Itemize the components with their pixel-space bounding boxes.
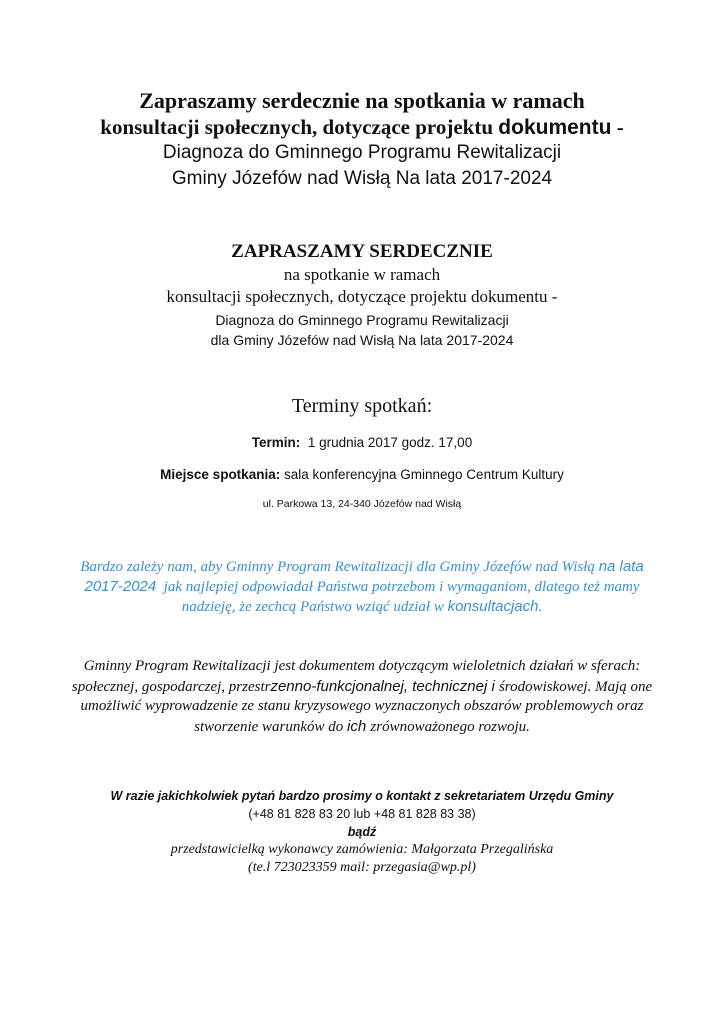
section1-title-line2a: konsultacji społecznych, dotyczące projektu bbox=[100, 115, 499, 139]
section1-title-line2c: - bbox=[611, 115, 624, 139]
meeting-place-value: sala konferencyjna Gminnego Centrum Kultury bbox=[280, 467, 564, 482]
program-desc-part1: Gminny Program Rewitalizacji jest dokumentem dotyczącym wieloletnich działań w sferach: społecznej, gospodarczej, przestr bbox=[71, 658, 641, 695]
section1-title-line2 bbox=[0, 114, 724, 141]
program-desc-part3: środowiskowej. Mają one umożliwić wyprowadzenie ze stanu kryzysowego wyznaczonych obszarów problemowych oraz stworzenie warunków do bbox=[80, 678, 653, 735]
meeting-date-label: Termin: bbox=[251, 435, 301, 450]
section1-title-line4: Gminy Józefów nad Wisłą Na lata 2017-2024 bbox=[171, 168, 553, 189]
meeting-date bbox=[0, 433, 724, 453]
meeting-place-label: Miejsce spotkania: bbox=[160, 467, 281, 482]
contact-representative: przedstawicielką wykonawcy zamówienia: Małgorzata Przegalińska bbox=[170, 842, 554, 857]
section2-title-line5: dla Gminy Józefów nad Wisłą Na lata 2017-2024 bbox=[210, 332, 514, 348]
meetings-heading: Terminy spotkań: bbox=[291, 395, 433, 417]
program-desc-part5: zrównoważonego rozwoju. bbox=[370, 718, 530, 735]
program-desc-part4: ich bbox=[347, 717, 371, 735]
invitation-part2: na lata 2017-2024 bbox=[84, 558, 644, 595]
section1-title-line1: Zapraszamy serdecznie na spotkania w ramach bbox=[139, 88, 585, 113]
meeting-date-value: 1 grudnia 2017 godz. 17,00 bbox=[300, 435, 473, 450]
section1-title-line2b: dokumentu bbox=[498, 116, 612, 139]
invitation-part5: . bbox=[538, 599, 543, 615]
invitation-part1: Bardzo zależy nam, aby Gminny Program Rewitalizacji dla Gminy Józefów nad Wisłą bbox=[80, 559, 599, 575]
invitation-part4: konsultacjach bbox=[447, 598, 539, 615]
invitation-part3: jak najlepiej odpowiadał Państwa potrzebom i wymaganiom, dlatego też mamy nadzieję, że zechcą Państwo wziąć udział w bbox=[156, 579, 644, 615]
section2-title-line2: na spotkanie w ramach bbox=[283, 265, 441, 284]
program-description-paragraph bbox=[70, 657, 654, 737]
section1-title-line3: Diagnoza do Gminnego Programu Rewitalizacji bbox=[162, 142, 562, 163]
contact-or: bądź bbox=[347, 825, 377, 839]
program-desc-part2: zenno-funkcjonalnej, technicznej i bbox=[270, 677, 499, 695]
contact-phones: (+48 81 828 83 20 lub +48 81 828 83 38) bbox=[248, 807, 476, 821]
meeting-place bbox=[0, 465, 724, 485]
contact-phone-mail: (te.l 723023359 mail: przegasia@wp.pl) bbox=[248, 860, 476, 875]
meeting-address: ul. Parkowa 13, 24-340 Józefów nad Wisłą bbox=[262, 498, 462, 510]
section2-title-line1: ZAPRASZAMY SERDECZNIE bbox=[231, 241, 493, 262]
section2-title-line3: konsultacji społecznych, dotyczące projektu dokumentu - bbox=[166, 287, 558, 306]
section2-title-line4: Diagnoza do Gminnego Programu Rewitalizacji bbox=[215, 312, 509, 328]
contact-line1: W razie jakichkolwiek pytań bardzo prosimy o kontakt z sekretariatem Urzędu Gminy bbox=[110, 789, 614, 803]
invitation-paragraph bbox=[70, 557, 654, 617]
